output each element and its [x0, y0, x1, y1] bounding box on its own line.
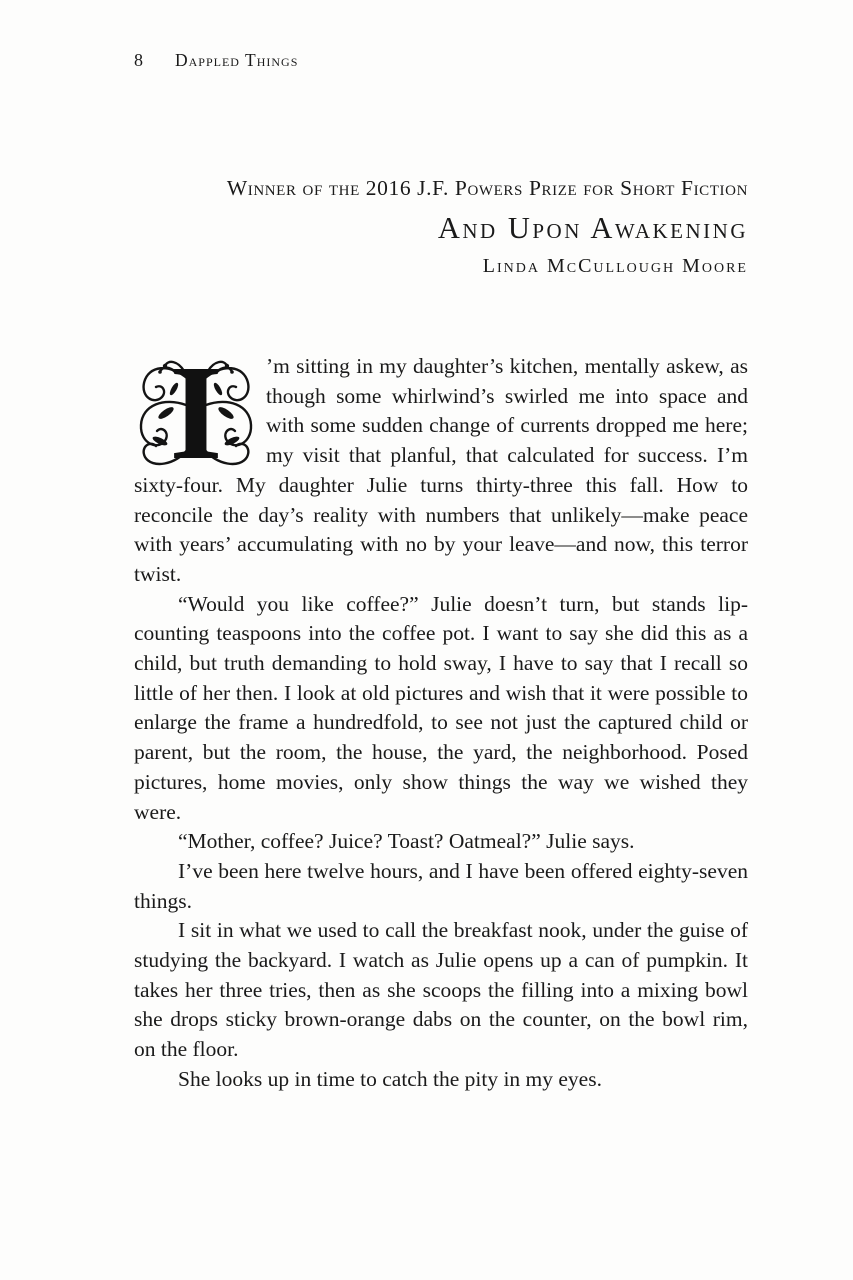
story-body [134, 352, 748, 1095]
page-number: 8 [134, 50, 143, 70]
drop-cap-flourish-icon [134, 357, 258, 469]
paragraph-text: ’m sitting in my daughter’s kitchen, mentally askew, as though some whirlwind’s swirled me into space and with some sudden change of currents dropped me here; my visit that planful, that calculated for success. I’m sixty-four. My daughter Julie turns thirty-three this fall. How to reconcile the day’s reality with numbers that unlikely—make peace with years’ accumulating with no by your leave—and now, this terror twist. [134, 354, 748, 586]
paragraph [134, 352, 748, 590]
paragraph: “Would you like coffee?” Julie doesn’t turn, but stands lip-counting teaspoons into the coffee pot. I want to say she did this as a child, but truth demanding to hold sway, I have to say that I recall so little of her then. I look at old pictures and wish that it were possible to enlarge the frame a hundredfold, to see not just the captured child or parent, but the room, the house, the yard, the neighborhood. Posed pictures, home movies, only show things the way we wished they were. [134, 591, 748, 824]
paragraph: “Mother, coffee? Juice? Toast? Oatmeal?” Julie says. [178, 829, 635, 854]
author-name: Linda McCullough Moore [482, 255, 748, 277]
ornamental-drop-cap [134, 357, 258, 469]
paragraph: I sit in what we used to call the breakfast nook, under the guise of studying the backyard. I watch as Julie opens up a can of pumpkin. It takes her three tries, then as she scoops the filling into a mixing bowl she drops sticky brown-orange dabs on the counter, on the bowl rim, on the floor. [134, 918, 748, 1062]
story-heading [134, 174, 748, 279]
running-head: Dappled Things [175, 50, 299, 70]
page-header [134, 50, 298, 71]
story-title: And Upon Awakening [437, 211, 748, 245]
prize-line: Winner of the 2016 J.F. Powers Prize for Short Fiction [226, 176, 748, 200]
paragraph: She looks up in time to catch the pity in my eyes. [178, 1066, 602, 1091]
paragraph: I’ve been here twelve hours, and I have been offered eighty-seven things. [134, 858, 748, 913]
drop-cap-letter: I [169, 357, 223, 469]
